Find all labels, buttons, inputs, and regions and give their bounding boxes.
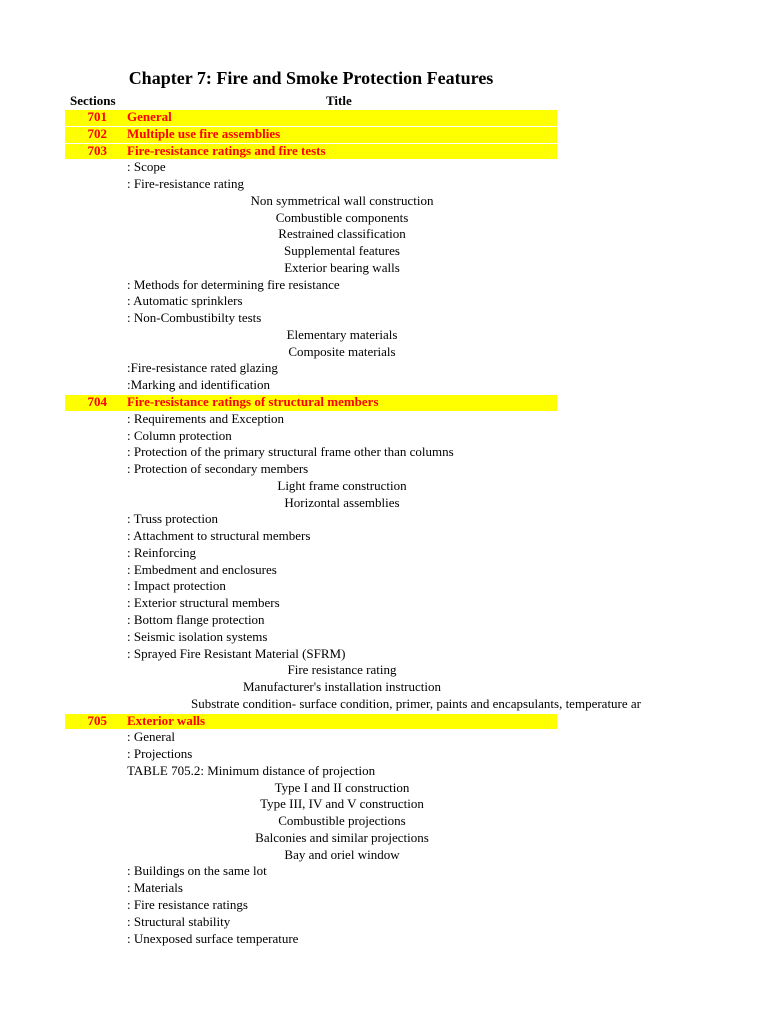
subsection-row: [0, 562, 768, 579]
sub-subsection-text: Fire resistance rating: [287, 662, 397, 678]
sub-subsection-text: Type I and II construction: [274, 779, 410, 795]
section-number: 703: [87, 142, 107, 158]
sub-subsection-row: [0, 327, 768, 344]
subsection-row: [0, 863, 768, 880]
subsection-text: :Fire-resistance rated glazing: [127, 360, 278, 376]
sub-subsection-text: Composite materials: [288, 343, 396, 359]
section-title: Exterior walls: [127, 712, 206, 728]
subsection-text: : Non-Combustibilty tests: [127, 310, 262, 326]
subsection-text: : Fire-resistance rating: [127, 176, 244, 192]
subsection-text: : Protection of secondary members: [127, 461, 309, 477]
subsection-text: : Structural stability: [127, 913, 231, 929]
subsection-text: : Projections: [127, 746, 193, 762]
subsection-row: [0, 646, 768, 663]
subsection-row: [0, 746, 768, 763]
subsection-row: [0, 511, 768, 528]
sub-subsection-text: Combustible projections: [278, 813, 406, 829]
sub-subsection-text: Balconies and similar projections: [255, 829, 429, 845]
sub-subsection-row: [0, 696, 768, 713]
subsection-row: [0, 880, 768, 897]
sub-subsection-row: [0, 226, 768, 243]
subsection-row: [0, 897, 768, 914]
subsection-text: :Marking and identification: [127, 377, 270, 393]
subsection-text: : Scope: [127, 159, 166, 175]
section-number: 701: [87, 109, 107, 124]
subsection-text: : Protection of the primary structural frame other than columns: [127, 444, 454, 460]
subsection-text: : Column protection: [127, 427, 232, 443]
sub-subsection-text: Type III, IV and V construction: [260, 796, 424, 812]
sub-subsection-text: Supplemental features: [284, 243, 400, 259]
section-number: 702: [87, 125, 107, 141]
subsection-row: [0, 461, 768, 478]
subsection-row: [0, 444, 768, 461]
sub-subsection-text: Substrate condition- surface condition, primer, paints and encapsulants, temperature ar: [191, 695, 641, 711]
subsection-row: [0, 729, 768, 746]
subsection-row: [0, 914, 768, 931]
subsection-row: [0, 428, 768, 445]
subsection-text: : Methods for determining fire resistance: [127, 276, 340, 292]
subsection-text: : Automatic sprinklers: [127, 293, 243, 309]
sections-column-header: Sections: [70, 93, 116, 108]
section-row: [0, 394, 768, 411]
subsection-text: : Unexposed surface temperature: [127, 930, 299, 946]
section-number: 704: [87, 394, 107, 410]
subsection-text: TABLE 705.2: Minimum distance of projection: [127, 762, 376, 778]
subsection-text: : Materials: [127, 880, 183, 896]
subsection-text: : Truss protection: [127, 511, 219, 527]
subsection-row: [0, 360, 768, 377]
subsection-row: [0, 931, 768, 948]
sub-subsection-text: Light frame construction: [277, 477, 407, 493]
subsection-text: : Impact protection: [127, 578, 226, 594]
subsection-row: [0, 176, 768, 193]
sub-subsection-text: Non symmetrical wall construction: [250, 192, 434, 208]
subsection-row: [0, 310, 768, 327]
subsection-text: : Bottom flange protection: [127, 611, 265, 627]
sub-subsection-row: [0, 679, 768, 696]
subsection-row: [0, 293, 768, 310]
subsection-row: [0, 277, 768, 294]
sub-subsection-row: [0, 243, 768, 260]
subsection-row: [0, 763, 768, 780]
sub-subsection-row: [0, 495, 768, 512]
section-row: [0, 143, 768, 160]
sub-subsection-text: Restrained classification: [278, 226, 406, 242]
page-title: Chapter 7: Fire and Smoke Protection Features: [128, 68, 494, 88]
sub-subsection-row: [0, 847, 768, 864]
sub-subsection-text: Manufacturer's installation instruction: [242, 679, 441, 695]
subsection-row: [0, 578, 768, 595]
sub-subsection-text: Bay and oriel window: [284, 846, 400, 862]
section-number: 705: [87, 712, 107, 728]
subsection-text: : Requirements and Exception: [127, 410, 285, 426]
subsection-text: : Reinforcing: [127, 544, 196, 560]
section-title: Multiple use fire assemblies: [127, 125, 281, 141]
subsection-row: [0, 411, 768, 428]
subsection-row: [0, 595, 768, 612]
subsection-text: : General: [127, 729, 176, 745]
sub-subsection-row: [0, 193, 768, 210]
section-row: [0, 713, 768, 730]
subsection-text: : Seismic isolation systems: [127, 628, 268, 644]
subsection-row: [0, 612, 768, 629]
section-row: [0, 109, 768, 126]
subsection-text: : Attachment to structural members: [127, 528, 311, 544]
subsection-text: : Exterior structural members: [127, 595, 280, 611]
sub-subsection-row: [0, 260, 768, 277]
sub-subsection-row: [0, 830, 768, 847]
subsection-row: [0, 545, 768, 562]
section-title: Fire-resistance ratings of structural members: [127, 394, 379, 410]
section-row: [0, 126, 768, 143]
sub-subsection-row: [0, 780, 768, 797]
subsection-text: : Sprayed Fire Resistant Material (SFRM): [127, 645, 346, 661]
sub-subsection-text: Elementary materials: [286, 326, 398, 342]
sub-subsection-text: Exterior bearing walls: [284, 259, 400, 275]
sub-subsection-text: Horizontal assemblies: [284, 494, 400, 510]
section-title: Fire-resistance ratings and fire tests: [127, 142, 326, 158]
sub-subsection-row: [0, 344, 768, 361]
title-column-header: Title: [326, 93, 352, 108]
section-title: General: [127, 109, 172, 124]
subsection-text: : Fire resistance ratings: [127, 896, 248, 912]
subsection-text: : Buildings on the same lot: [127, 863, 267, 879]
sub-subsection-row: [0, 210, 768, 227]
sub-subsection-text: Combustible components: [275, 209, 409, 225]
sub-subsection-row: [0, 796, 768, 813]
subsection-text: : Embedment and enclosures: [127, 561, 277, 577]
sub-subsection-row: [0, 813, 768, 830]
subsection-row: [0, 377, 768, 394]
subsection-row: [0, 159, 768, 176]
subsection-row: [0, 528, 768, 545]
subsection-row: [0, 629, 768, 646]
sections-table: [0, 109, 768, 947]
sub-subsection-row: [0, 662, 768, 679]
sub-subsection-row: [0, 478, 768, 495]
